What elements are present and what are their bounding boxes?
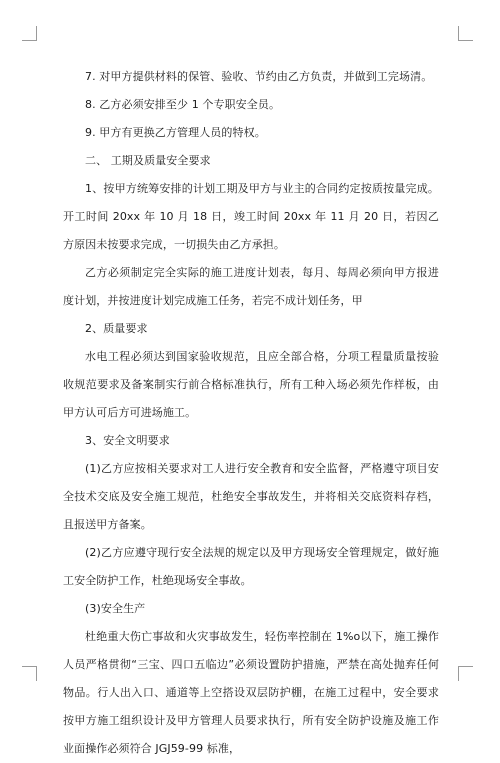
clause-9: 9. 甲方有更换乙方管理人员的特权。: [85, 126, 266, 139]
schedule-requirement-paragraph: 1、按甲方统筹安排的计划工期及甲方与业主的合同约定按质按量完成。开工时间 20xx 年 10 月 18 日，竣工时间 20xx 年 11 月 20 日，若因乙方原因未按要求完成，一切损失由乙方承担。: [63, 182, 439, 251]
safety-production-paragraph: 杜绝重大伤亡事故和火灾事故发生，轻伤率控制在 1%o以下，施工操作人员严格贯彻“三宝、四口五临边”必须设置防护措施，严禁在高处抛弃任何物品。行人出入口、通道等上空搭设双层防护棚，在施工过程中，安全要求按甲方施工组织设计及甲方管理人员要求执行，所有安全防护设施及施工作业面操作必须符合 JGJ59-99 标准，: [63, 630, 439, 755]
safety-production-heading: (3)安全生产: [85, 602, 146, 615]
section-heading-schedule-quality-safety: 二、 工期及质量安全要求: [85, 154, 211, 167]
crop-mark-bottom-left: [22, 666, 37, 681]
crop-mark-top-right: [458, 26, 473, 41]
safety-item-1: (1)乙方应按相关要求对工人进行安全教育和安全监督，严格遵守项目安全技术交底及安全施工规范，杜绝安全事故发生，并将相关交底资料存档，且报送甲方备案。: [63, 462, 439, 531]
safety-civilization-heading: 3、安全文明要求: [85, 434, 170, 447]
quality-requirement-heading: 2、质量要求: [85, 322, 148, 335]
crop-mark-bottom-right: [458, 666, 473, 681]
quality-requirement-paragraph: 水电工程必须达到国家验收规范，且应全部合格，分项工程量质量按验收规范要求及备案制实行前合格标准执行，所有工种入场必须先作样板，由甲方认可后方可进场施工。: [63, 350, 439, 419]
crop-mark-top-left: [22, 26, 37, 41]
clause-7: 7. 对甲方提供材料的保管、验收、节约由乙方负责，并做到工完场清。: [85, 70, 433, 83]
clause-8: 8. 乙方必须安排至少 1 个专职安全员。: [85, 98, 281, 111]
safety-item-2: (2)乙方应遵守现行安全法规的规定以及甲方现场安全管理规定，做好施工安全防护工作，杜绝现场安全事故。: [63, 546, 439, 587]
document-body: [63, 63, 439, 763]
progress-plan-paragraph: 乙方必须制定完全实际的施工进度计划表，每月、每周必须向甲方报进度计划，并按进度计划完成施工任务，若完不成计划任务，甲: [63, 266, 439, 307]
